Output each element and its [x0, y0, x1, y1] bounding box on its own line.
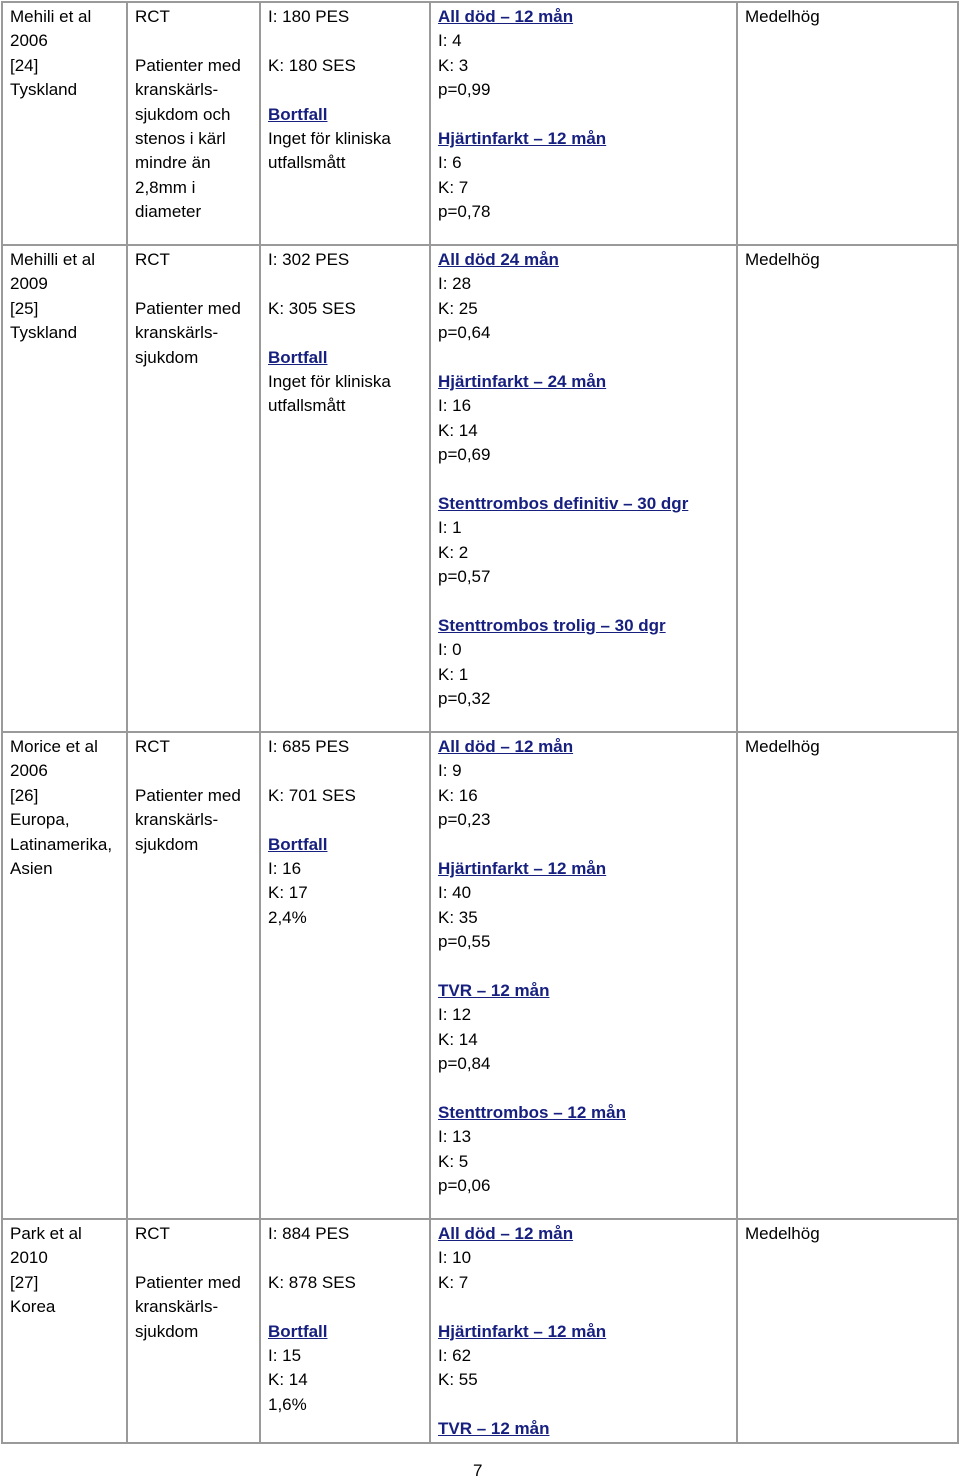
study-reference-line: 2010 [10, 1248, 48, 1268]
table-body [2, 2, 958, 1443]
outcome-value: I: 12 [438, 1005, 472, 1025]
population-line: sjukdom [135, 347, 199, 367]
population-line: sjukdom och [135, 104, 231, 124]
population-line: stenos i kärl [135, 129, 226, 149]
outcome-heading: Hjärtinfarkt – 12 mån [438, 859, 607, 879]
spacer [438, 346, 729, 370]
study-cell [2, 732, 127, 1219]
study-reference-line: Mehili et al [10, 7, 92, 26]
outcomes-cell [430, 245, 737, 732]
intervention-group: I: 302 PES [268, 250, 350, 269]
population-line: Patienter med [135, 55, 241, 75]
study-reference-line: Korea [10, 1297, 56, 1317]
spacer [438, 1077, 729, 1101]
population-line: kranskärls- [135, 810, 219, 830]
study-reference-line: 2006 [10, 761, 48, 781]
control-group: K: 878 SES [268, 1272, 356, 1292]
outcome-value: K: 14 [438, 1029, 478, 1049]
groups-cell [260, 2, 430, 245]
outcome-value: p=0,84 [438, 1054, 491, 1074]
outcome-value: I: 1 [438, 518, 462, 538]
table-row [2, 245, 958, 732]
study-reference-line: Asien [10, 859, 53, 879]
intervention-group: I: 884 PES [268, 1224, 350, 1243]
quality-cell [737, 732, 958, 1219]
outcome-value: p=0,69 [438, 445, 491, 465]
spacer [438, 590, 729, 614]
spacer [438, 1393, 729, 1417]
outcome-value: I: 4 [438, 31, 462, 51]
quality-rating: Medelhög [745, 250, 820, 269]
study-table [1, 1, 959, 1444]
study-design: RCT [135, 7, 170, 26]
outcome-heading: All död – 12 mån [438, 737, 574, 756]
study-reference-line: Park et al [10, 1224, 82, 1243]
outcome-value: I: 40 [438, 883, 472, 903]
design-cell [127, 1219, 260, 1443]
outcome-heading: All död 24 mån [438, 250, 559, 269]
outcome-value: K: 7 [438, 177, 469, 197]
spacer [268, 759, 422, 783]
bortfall-heading: Bortfall [268, 347, 328, 367]
outcome-heading: All död – 12 mån [438, 7, 574, 26]
bortfall-line: utfallsmått [268, 153, 346, 173]
table-row [2, 732, 958, 1219]
outcome-value: K: 5 [438, 1151, 469, 1171]
page-number: 7 [473, 1461, 483, 1480]
study-cell [2, 2, 127, 245]
spacer [438, 103, 729, 127]
outcome-value: p=0,64 [438, 323, 491, 343]
outcome-value: I: 9 [438, 761, 462, 781]
outcome-value: p=0,32 [438, 689, 491, 709]
bortfall-line: I: 16 [268, 859, 302, 878]
quality-rating: Medelhög [745, 737, 820, 756]
outcome-value: K: 7 [438, 1272, 469, 1292]
outcome-value: p=0,23 [438, 810, 491, 830]
quality-rating: Medelhög [745, 1224, 820, 1243]
outcome-value: K: 35 [438, 907, 478, 927]
outcome-value: K: 1 [438, 664, 469, 684]
spacer [438, 1295, 729, 1319]
outcome-value: K: 16 [438, 785, 478, 805]
study-reference-line: Europa, [10, 810, 70, 830]
study-design: RCT [135, 737, 170, 756]
outcome-heading: TVR – 12 mån [438, 981, 550, 1001]
population-line: mindre än [135, 153, 211, 173]
design-cell [127, 245, 260, 732]
study-reference-line: [25] [10, 298, 39, 318]
study-reference-line: Tyskland [10, 80, 78, 100]
bortfall-heading: Bortfall [268, 1321, 328, 1341]
population-line: 2,8mm i [135, 177, 196, 197]
spacer [268, 29, 422, 53]
spacer [135, 272, 252, 296]
study-cell [2, 1219, 127, 1443]
outcome-heading: Hjärtinfarkt – 12 mån [438, 129, 607, 149]
bortfall-line: Inget för kliniska [268, 372, 391, 391]
spacer [268, 808, 422, 832]
outcome-heading: Stenttrombos definitiv – 30 dgr [438, 494, 689, 514]
study-reference-line: [26] [10, 785, 39, 805]
outcome-value: I: 28 [438, 274, 472, 294]
spacer [268, 272, 422, 296]
spacer [268, 1295, 422, 1319]
outcome-value: p=0,99 [438, 80, 491, 100]
population-line: diameter [135, 202, 202, 222]
population-line: Patienter med [135, 1272, 241, 1292]
spacer [268, 1246, 422, 1270]
spacer [135, 1246, 252, 1270]
outcome-value: K: 25 [438, 298, 478, 318]
study-reference-line: [24] [10, 55, 39, 75]
outcome-value: K: 14 [438, 420, 478, 440]
control-group: K: 180 SES [268, 55, 356, 75]
bortfall-line: utfallsmått [268, 396, 346, 416]
study-design: RCT [135, 250, 170, 269]
bortfall-heading: Bortfall [268, 834, 328, 854]
study-reference-line: 2006 [10, 31, 48, 51]
outcome-heading: All död – 12 mån [438, 1224, 574, 1243]
bortfall-line: I: 15 [268, 1346, 302, 1365]
population-line: kranskärls- [135, 80, 219, 100]
outcome-value: K: 3 [438, 55, 469, 75]
spacer [268, 321, 422, 345]
spacer [135, 29, 252, 53]
population-line: kranskärls- [135, 1297, 219, 1317]
outcomes-cell [430, 2, 737, 245]
quality-rating: Medelhög [745, 7, 820, 26]
outcome-heading: Stenttrombos trolig – 30 dgr [438, 616, 666, 636]
design-cell [127, 732, 260, 1219]
quality-cell [737, 2, 958, 245]
study-reference-line: [27] [10, 1272, 39, 1292]
bortfall-heading: Bortfall [268, 104, 328, 124]
intervention-group: I: 685 PES [268, 737, 350, 756]
outcomes-cell [430, 1219, 737, 1443]
study-design: RCT [135, 1224, 170, 1243]
design-cell [127, 2, 260, 245]
table-row [2, 1219, 958, 1443]
study-reference-line: 2009 [10, 274, 48, 294]
groups-cell [260, 1219, 430, 1443]
outcome-value: p=0,78 [438, 202, 491, 222]
outcome-value: I: 62 [438, 1346, 472, 1366]
population-line: kranskärls- [135, 323, 219, 343]
study-reference-line: Tyskland [10, 323, 78, 343]
outcome-heading: TVR – 12 mån [438, 1419, 550, 1439]
outcome-value: I: 16 [438, 396, 472, 416]
outcome-value: I: 13 [438, 1127, 472, 1147]
study-reference-line: Latinamerika, [10, 834, 113, 854]
population-line: Patienter med [135, 298, 241, 318]
spacer [268, 78, 422, 102]
outcome-value: p=0,57 [438, 567, 491, 587]
bortfall-line: K: 14 [268, 1370, 308, 1390]
population-line: Patienter med [135, 785, 241, 805]
bortfall-line: 1,6% [268, 1394, 307, 1414]
outcomes-cell [430, 732, 737, 1219]
outcome-heading: Hjärtinfarkt – 24 mån [438, 372, 607, 392]
bortfall-line: Inget för kliniska [268, 129, 391, 148]
study-reference-line: Mehilli et al [10, 250, 96, 269]
outcome-heading: Hjärtinfarkt – 12 mån [438, 1321, 607, 1341]
bortfall-line: K: 17 [268, 883, 308, 903]
outcome-heading: Stenttrombos – 12 mån [438, 1103, 626, 1123]
intervention-group: I: 180 PES [268, 7, 350, 26]
outcome-value: I: 6 [438, 153, 462, 173]
spacer [438, 833, 729, 857]
spacer [438, 468, 729, 492]
outcome-value: I: 0 [438, 640, 462, 660]
control-group: K: 305 SES [268, 298, 356, 318]
quality-cell [737, 1219, 958, 1443]
spacer [438, 955, 729, 979]
population-line: sjukdom [135, 1321, 199, 1341]
outcome-value: p=0,06 [438, 1176, 491, 1196]
outcome-value: p=0,55 [438, 932, 491, 952]
study-cell [2, 245, 127, 732]
table-row [2, 2, 958, 245]
groups-cell [260, 245, 430, 732]
outcome-value: K: 55 [438, 1370, 478, 1390]
bortfall-line: 2,4% [268, 907, 307, 927]
quality-cell [737, 245, 958, 732]
spacer [135, 759, 252, 783]
outcome-value: K: 2 [438, 542, 469, 562]
control-group: K: 701 SES [268, 785, 356, 805]
outcome-value: I: 10 [438, 1248, 472, 1268]
groups-cell [260, 732, 430, 1219]
population-line: sjukdom [135, 834, 199, 854]
study-reference-line: Morice et al [10, 737, 98, 756]
